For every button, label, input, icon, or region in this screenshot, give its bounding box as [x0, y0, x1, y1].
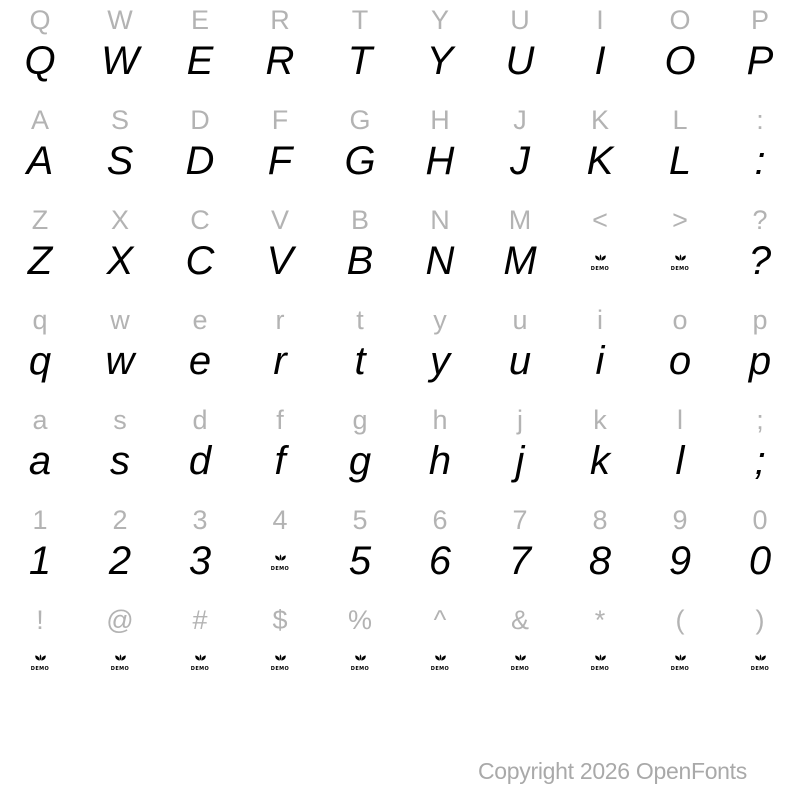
demo-placeholder-glyph	[431, 654, 449, 672]
demo-label: DEMO	[590, 666, 610, 673]
glyph-cell: 8	[588, 539, 612, 583]
glyph-cell: I	[594, 39, 606, 83]
glyph-cell: Z	[31, 205, 49, 235]
demo-placeholder-cell	[80, 638, 160, 684]
glyph-cell: 7	[512, 505, 528, 535]
glyph-cell: E	[186, 39, 214, 83]
glyph-cell: 7	[508, 539, 532, 583]
glyph-cell: r	[275, 305, 285, 335]
glyph-cell: 0	[748, 539, 772, 583]
glyph-cell: t	[356, 305, 364, 335]
glyph-cell: 0	[752, 505, 768, 535]
glyph-cell: K	[586, 139, 614, 183]
glyph-cell: h	[428, 439, 452, 483]
glyph-cell: I	[596, 5, 604, 35]
glyph-cell: M	[508, 205, 532, 235]
glyph-cell: ;	[754, 439, 766, 483]
glyph-cell: 2	[112, 505, 128, 535]
glyph-row-specimen	[0, 538, 800, 584]
fleuron-demo-icon	[274, 654, 287, 665]
glyph-cell: 6	[428, 539, 452, 583]
glyph-cell: X	[110, 205, 129, 235]
demo-label: DEMO	[430, 666, 450, 673]
glyph-cell: l	[675, 439, 685, 483]
glyph-cell: &	[510, 605, 529, 635]
glyph-cell: L	[668, 139, 692, 183]
glyph-cell: 1	[32, 505, 48, 535]
glyph-cell: e	[192, 305, 208, 335]
glyph-cell: r	[273, 339, 287, 383]
glyph-cell: a	[32, 405, 48, 435]
glyph-cell: H	[425, 139, 455, 183]
glyph-cell: 9	[672, 505, 688, 535]
glyph-cell: Q	[24, 39, 56, 83]
fleuron-demo-icon	[114, 654, 127, 665]
glyph-cell: :	[754, 139, 766, 183]
glyph-cell: 4	[272, 505, 288, 535]
demo-placeholder-glyph	[511, 654, 529, 672]
demo-placeholder-glyph	[671, 654, 689, 672]
glyph-cell: p	[752, 305, 768, 335]
glyph-cell: (	[675, 605, 685, 635]
glyph-row-specimen	[0, 138, 800, 184]
demo-placeholder-cell	[400, 638, 480, 684]
glyph-cell: G	[349, 105, 371, 135]
glyph-cell: y	[430, 339, 450, 383]
glyph-cell: s	[110, 439, 130, 483]
glyph-cell: D	[185, 139, 215, 183]
glyph-cell: ?	[752, 205, 768, 235]
glyph-cell: J	[510, 139, 530, 183]
glyph-cell: i	[595, 339, 605, 383]
glyph-cell: j	[517, 405, 523, 435]
glyph-cell: u	[512, 305, 528, 335]
demo-placeholder-cell	[560, 238, 640, 284]
glyph-cell: g	[352, 405, 368, 435]
demo-placeholder-cell	[240, 538, 320, 584]
glyph-cell: o	[668, 339, 692, 383]
demo-placeholder-cell	[0, 638, 80, 684]
glyph-cell: h	[432, 405, 448, 435]
glyph-cell: $	[272, 605, 288, 635]
glyph-cell: Y	[430, 5, 449, 35]
glyph-cell: q	[32, 305, 48, 335]
glyph-cell: D	[190, 105, 210, 135]
glyph-cell: t	[354, 339, 366, 383]
glyph-cell: Q	[29, 5, 51, 35]
fleuron-demo-icon	[274, 554, 287, 565]
glyph-cell: @	[106, 605, 134, 635]
glyph-row-reference	[0, 100, 800, 140]
fleuron-demo-icon	[194, 654, 207, 665]
glyph-row-reference	[0, 300, 800, 340]
glyph-cell: R	[270, 5, 290, 35]
glyph-cell: 3	[192, 505, 208, 535]
glyph-cell: ^	[433, 605, 447, 635]
glyph-cell: e	[188, 339, 212, 383]
fleuron-demo-icon	[594, 254, 607, 265]
glyph-cell: X	[106, 239, 134, 283]
demo-placeholder-glyph	[751, 654, 769, 672]
demo-label: DEMO	[590, 266, 610, 273]
demo-placeholder-cell	[720, 638, 800, 684]
demo-label: DEMO	[270, 666, 290, 673]
glyph-row-specimen	[0, 438, 800, 484]
glyph-cell: d	[192, 405, 208, 435]
glyph-cell: 8	[592, 505, 608, 535]
fleuron-demo-icon	[754, 654, 767, 665]
glyph-cell: A	[26, 139, 54, 183]
glyph-row-specimen	[0, 338, 800, 384]
glyph-cell: U	[505, 39, 535, 83]
glyph-cell: Z	[27, 239, 53, 283]
fleuron-demo-icon	[674, 654, 687, 665]
glyph-cell: 9	[668, 539, 692, 583]
glyph-cell: %	[347, 605, 372, 635]
demo-label: DEMO	[670, 666, 690, 673]
demo-placeholder-glyph	[591, 254, 609, 272]
glyph-cell: S	[110, 105, 129, 135]
glyph-cell: k	[590, 439, 610, 483]
demo-label: DEMO	[750, 666, 770, 673]
glyph-cell: S	[106, 139, 134, 183]
fleuron-demo-icon	[434, 654, 447, 665]
glyph-cell: N	[425, 239, 455, 283]
glyph-cell: f	[274, 439, 286, 483]
glyph-cell: 5	[352, 505, 368, 535]
glyph-cell: s	[113, 405, 127, 435]
glyph-cell: F	[271, 105, 289, 135]
glyph-cell: B	[350, 205, 369, 235]
glyph-cell: ;	[756, 405, 764, 435]
glyph-cell: k	[593, 405, 607, 435]
fleuron-demo-icon	[34, 654, 47, 665]
glyph-cell: V	[270, 205, 289, 235]
glyph-cell: K	[590, 105, 609, 135]
demo-placeholder-glyph	[31, 654, 49, 672]
glyph-cell: G	[344, 139, 376, 183]
glyph-cell: j	[515, 439, 525, 483]
glyph-cell: T	[351, 5, 369, 35]
glyph-cell: W	[107, 5, 133, 35]
glyph-cell: O	[669, 5, 691, 35]
glyph-cell: C	[185, 239, 215, 283]
demo-label: DEMO	[30, 666, 50, 673]
glyph-cell: 5	[348, 539, 372, 583]
glyph-cell: T	[347, 39, 373, 83]
glyph-cell: f	[276, 405, 284, 435]
demo-label: DEMO	[350, 666, 370, 673]
glyph-cell: P	[746, 39, 774, 83]
glyph-cell: #	[192, 605, 208, 635]
glyph-cell: :	[756, 105, 764, 135]
glyph-row-reference	[0, 200, 800, 240]
glyph-cell: 2	[108, 539, 132, 583]
glyph-cell: V	[266, 239, 294, 283]
glyph-cell: U	[510, 5, 530, 35]
demo-label: DEMO	[510, 666, 530, 673]
glyph-row-reference	[0, 0, 800, 40]
glyph-cell: L	[672, 105, 688, 135]
demo-label: DEMO	[190, 666, 210, 673]
glyph-cell: 1	[28, 539, 52, 583]
glyph-cell: ?	[748, 239, 772, 283]
glyph-cell: !	[36, 605, 44, 635]
glyph-row-reference	[0, 600, 800, 640]
fleuron-demo-icon	[594, 654, 607, 665]
fleuron-demo-icon	[514, 654, 527, 665]
glyph-cell: O	[664, 39, 696, 83]
fleuron-demo-icon	[674, 254, 687, 265]
glyph-cell: H	[430, 105, 450, 135]
glyph-row-specimen	[0, 38, 800, 84]
demo-placeholder-cell	[480, 638, 560, 684]
glyph-row-reference	[0, 400, 800, 440]
glyph-cell: w	[110, 305, 130, 335]
glyph-cell: <	[592, 205, 608, 235]
glyph-cell: F	[267, 139, 293, 183]
demo-placeholder-glyph	[271, 554, 289, 572]
glyph-cell: J	[513, 105, 527, 135]
glyph-cell: l	[677, 405, 683, 435]
demo-placeholder-cell	[640, 238, 720, 284]
demo-placeholder-cell	[640, 638, 720, 684]
glyph-cell: >	[672, 205, 688, 235]
glyph-cell: q	[28, 339, 52, 383]
glyph-cell: 6	[432, 505, 448, 535]
glyph-cell: 3	[188, 539, 212, 583]
glyph-cell: P	[750, 5, 769, 35]
demo-placeholder-cell	[240, 638, 320, 684]
glyph-cell: i	[597, 305, 603, 335]
glyph-cell: d	[188, 439, 212, 483]
glyph-row-specimen	[0, 638, 800, 684]
demo-label: DEMO	[270, 566, 290, 573]
copyright-text: Copyright 2026 OpenFonts	[478, 758, 747, 784]
glyph-cell: E	[190, 5, 209, 35]
demo-placeholder-glyph	[191, 654, 209, 672]
glyph-cell: y	[433, 305, 447, 335]
demo-placeholder-glyph	[591, 654, 609, 672]
demo-placeholder-glyph	[351, 654, 369, 672]
glyph-cell: u	[508, 339, 532, 383]
glyph-cell: M	[503, 239, 537, 283]
demo-placeholder-glyph	[271, 654, 289, 672]
glyph-cell: Y	[426, 39, 454, 83]
glyph-row-specimen	[0, 238, 800, 284]
demo-placeholder-glyph	[671, 254, 689, 272]
demo-placeholder-cell	[560, 638, 640, 684]
glyph-cell: C	[190, 205, 210, 235]
demo-placeholder-cell	[320, 638, 400, 684]
glyph-cell: N	[430, 205, 450, 235]
glyph-cell: w	[105, 339, 135, 383]
glyph-cell: a	[28, 439, 52, 483]
glyph-cell: B	[346, 239, 374, 283]
glyph-row-reference	[0, 500, 800, 540]
glyph-cell: R	[265, 39, 295, 83]
glyph-cell: *	[594, 605, 606, 635]
glyph-cell: A	[30, 105, 49, 135]
fleuron-demo-icon	[354, 654, 367, 665]
glyph-cell: p	[748, 339, 772, 383]
demo-label: DEMO	[670, 266, 690, 273]
demo-placeholder-glyph	[111, 654, 129, 672]
demo-label: DEMO	[110, 666, 130, 673]
glyph-cell: g	[348, 439, 372, 483]
glyph-cell: o	[672, 305, 688, 335]
demo-placeholder-cell	[160, 638, 240, 684]
glyph-cell: W	[101, 39, 139, 83]
glyph-cell: )	[755, 605, 765, 635]
